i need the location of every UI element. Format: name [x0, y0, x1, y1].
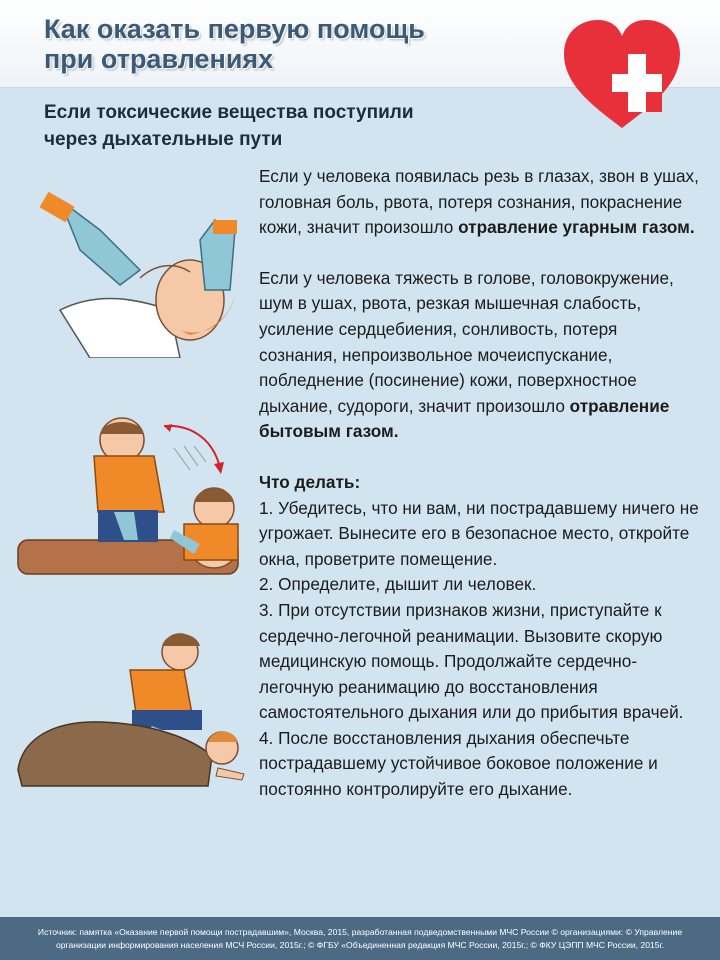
- step-item: 4. После восстановления дыхания обеспечьте пострадавшему устойчивое боковое положение и постоянно контролируйте его дыхание.: [259, 727, 658, 800]
- section-subtitle-line2: через дыхательные пути: [44, 129, 283, 150]
- what-to-do-heading: Что делать:: [259, 471, 361, 492]
- footer-line2: организации информирования населения МСЧ России, 2015г.; © ФГБУ «Объединенная редакция МЧС России, 2015г.; © ФКУ ЦЭПП МЧС России, 2015г.: [55, 940, 665, 950]
- source-footer: [0, 917, 720, 960]
- paragraph-carbon-monoxide-text: Если у человека появилась резь в глазах, звон в ушах, головная боль, рвота, потеря сознания, покраснение кожи, значит произошло: [259, 166, 699, 238]
- section-subtitle-line1: Если токсические вещества поступили: [44, 102, 414, 123]
- paragraph-household-gas-text: Если у человека тяжесть в голове, головокружение, шум в ушах, рвота, резкая мышечная слабость, усиление сердцебиения, сонливость, потеря сознания, непроизвольное мочеиспускание, побледнение (посинение) кожи, поверхностное дыхание, судороги, значит произошло: [259, 267, 674, 416]
- recovery-position-illustration: [12, 630, 248, 790]
- page-title: [44, 14, 544, 74]
- what-to-do-section: [259, 470, 699, 803]
- main-text: [259, 164, 699, 803]
- step-item: 3. При отсутствии признаков жизни, приступайте к сердечно-легочной реанимации. Вызовите скорую медицинскую помощь. Продолжайте сердечно-легочную реанимацию до восстановления самостоятельного дыхания или до прибытия врачей.: [259, 599, 684, 723]
- paragraph-carbon-monoxide: [259, 164, 699, 241]
- paragraph-household-gas-bold: отравление бытовым газом.: [259, 395, 670, 442]
- cpr-illustration: [14, 412, 250, 588]
- paragraph-carbon-monoxide-bold: отравление угарным газом.: [458, 217, 695, 238]
- page-title-line1: Как оказать первую помощь: [44, 14, 425, 44]
- head-tilt-illustration: [30, 190, 250, 358]
- footer-line1: Источник: памятка «Оказание первой помощи пострадавшим», Москва, 2015, разработанная подведомственными МЧС России © организациями: © Управление: [37, 927, 683, 937]
- page-title-line2: при отравлениях: [44, 44, 274, 74]
- step-item: 1. Убедитесь, что ни вам, ни пострадавшему ничего не угрожает. Вынесите его в безопасное место, откройте окна, проветрите помещение.: [259, 497, 699, 569]
- heart-cross-logo: [560, 16, 684, 132]
- section-subtitle: [44, 99, 464, 153]
- step-item: 2. Определите, дышит ли человек.: [259, 574, 537, 595]
- paragraph-household-gas: [259, 266, 699, 445]
